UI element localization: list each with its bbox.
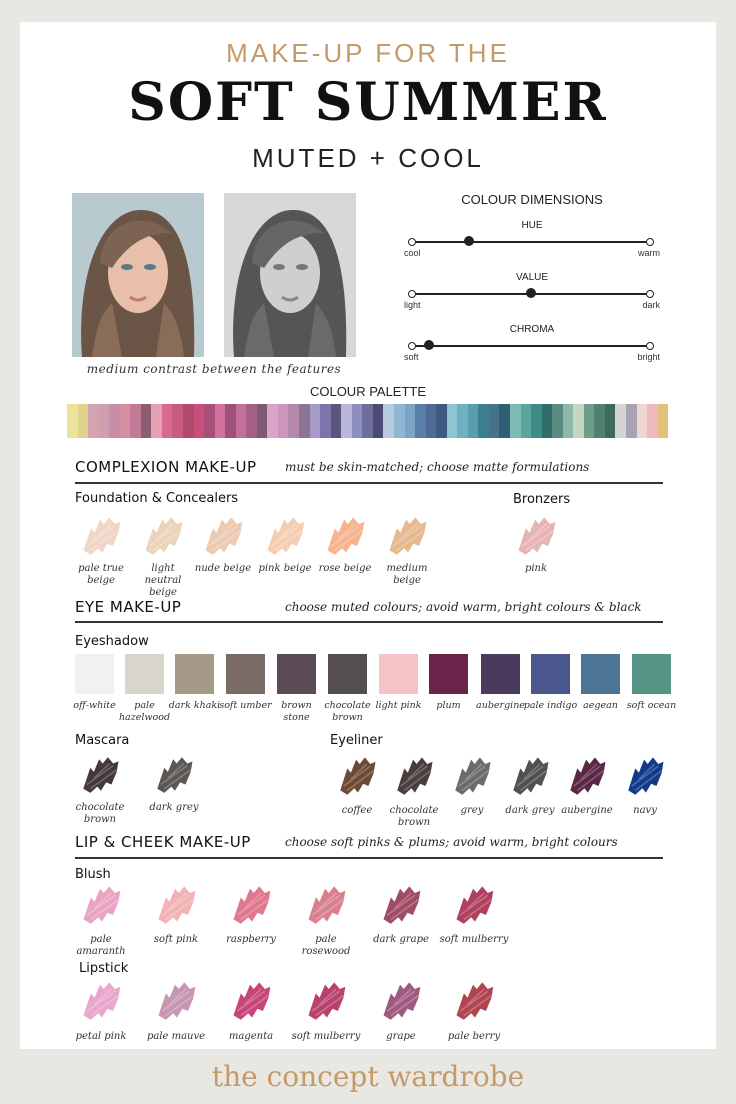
palette-swatch bbox=[542, 404, 553, 438]
scale-end-left bbox=[408, 290, 416, 298]
lipstick-label: soft mulberry bbox=[291, 1031, 361, 1042]
photo-caption: medium contrast between the features bbox=[86, 362, 342, 376]
eyeshadow-label: pale hazelwood bbox=[118, 700, 171, 723]
lipstick-label: pale mauve bbox=[146, 1031, 206, 1042]
foundation-swatch bbox=[140, 513, 186, 557]
palette-swatch bbox=[594, 404, 605, 438]
eyeshadow-label: chocolate brown bbox=[324, 700, 371, 723]
palette-swatch bbox=[341, 404, 352, 438]
palette-swatch bbox=[194, 404, 205, 438]
eyeshadow-label: aegean bbox=[583, 700, 618, 711]
eyeliner-label: chocolate brown bbox=[389, 805, 439, 828]
palette-swatch bbox=[225, 404, 236, 438]
eyeshadow-swatch bbox=[277, 654, 316, 694]
palette-swatch bbox=[584, 404, 595, 438]
page-title: SOFT SUMMER bbox=[128, 72, 608, 133]
palette-swatch bbox=[521, 404, 532, 438]
bronzers-label: pink bbox=[524, 563, 548, 574]
colour-palette-strip bbox=[67, 404, 669, 438]
blush-label: soft pink bbox=[153, 934, 199, 945]
bronzers-title: Bronzers bbox=[513, 492, 571, 507]
foundation-swatch bbox=[262, 513, 308, 557]
eyeshadow-swatch bbox=[175, 654, 214, 694]
blush-title: Blush bbox=[75, 867, 111, 882]
palette-swatch bbox=[67, 404, 78, 438]
foundation-swatch bbox=[322, 513, 368, 557]
eyeshadow-swatch bbox=[125, 654, 164, 694]
palette-swatch bbox=[499, 404, 510, 438]
eyeshadow-swatch bbox=[328, 654, 367, 694]
blush-swatch bbox=[451, 882, 497, 926]
eyeshadow-label: soft ocean bbox=[626, 700, 677, 711]
blush-label: dark grape bbox=[373, 934, 429, 945]
foundation-title: Foundation & Concealers bbox=[75, 491, 239, 506]
palette-swatch bbox=[352, 404, 363, 438]
scale-end-right bbox=[646, 290, 654, 298]
blush-swatch bbox=[228, 882, 274, 926]
palette-swatch bbox=[320, 404, 331, 438]
palette-swatch bbox=[373, 404, 384, 438]
palette-swatch bbox=[204, 404, 215, 438]
eyeshadow-label: pale indigo bbox=[523, 700, 578, 711]
eyeliner-label: grey bbox=[460, 805, 484, 816]
palette-swatch bbox=[489, 404, 500, 438]
palette-swatch bbox=[310, 404, 321, 438]
eyeshadow-label: brown stone bbox=[281, 700, 312, 723]
palette-swatch bbox=[278, 404, 289, 438]
eyeshadow-label: dark khaki bbox=[168, 700, 221, 711]
blush-label: pale rosewood bbox=[301, 934, 351, 957]
scale-line bbox=[412, 345, 650, 347]
palette-swatch bbox=[436, 404, 447, 438]
palette-swatch bbox=[141, 404, 152, 438]
complexion-section-title: COMPLEXION MAKE-UP bbox=[75, 458, 257, 476]
scale-right-label: warm bbox=[638, 248, 660, 258]
lipstick-swatch bbox=[153, 978, 199, 1022]
palette-swatch bbox=[130, 404, 141, 438]
eyeliner-label: navy bbox=[633, 805, 657, 816]
palette-swatch bbox=[394, 404, 405, 438]
palette-swatch bbox=[299, 404, 310, 438]
complexion-divider bbox=[75, 482, 663, 484]
eye-section-title: EYE MAKE-UP bbox=[75, 598, 182, 616]
foundation-swatch bbox=[384, 513, 430, 557]
palette-swatch bbox=[246, 404, 257, 438]
lipstick-label: magenta bbox=[228, 1031, 274, 1042]
eyeliner-swatch bbox=[450, 753, 494, 797]
blush-swatch bbox=[378, 882, 424, 926]
dimensions-title: COLOUR DIMENSIONS bbox=[461, 192, 603, 207]
palette-swatch bbox=[383, 404, 394, 438]
blush-swatch bbox=[303, 882, 349, 926]
palette-swatch bbox=[78, 404, 89, 438]
scale-name: VALUE bbox=[515, 272, 549, 283]
palette-swatch bbox=[626, 404, 637, 438]
foundation-label: light neutral beige bbox=[144, 563, 182, 598]
palette-swatch bbox=[563, 404, 574, 438]
eyeliner-swatch bbox=[623, 753, 667, 797]
foundation-label: rose beige bbox=[318, 563, 372, 574]
complexion-note: must be skin-matched; choose matte formulations bbox=[285, 460, 590, 474]
palette-swatch bbox=[183, 404, 194, 438]
scale-right-label: bright bbox=[637, 352, 660, 362]
mascara-swatch bbox=[78, 753, 122, 795]
pre-title: MAKE-UP FOR THE bbox=[226, 38, 510, 68]
palette-swatch bbox=[99, 404, 110, 438]
palette-swatch bbox=[552, 404, 563, 438]
page-card bbox=[20, 22, 716, 1049]
palette-swatch bbox=[615, 404, 626, 438]
scale-end-right bbox=[646, 342, 654, 350]
scale-marker bbox=[526, 288, 536, 298]
palette-swatch bbox=[109, 404, 120, 438]
palette-swatch bbox=[457, 404, 468, 438]
eyeshadow-label: off-white bbox=[73, 700, 116, 711]
scale-line bbox=[412, 241, 650, 243]
lipstick-label: grape bbox=[386, 1031, 416, 1042]
eyeshadow-swatch bbox=[75, 654, 114, 694]
scale-left-label: cool bbox=[404, 248, 421, 258]
grayscale-photo bbox=[224, 193, 356, 357]
eyeshadow-swatch bbox=[226, 654, 265, 694]
palette-swatch bbox=[658, 404, 669, 438]
eyeshadow-swatch bbox=[531, 654, 570, 694]
scale-marker bbox=[424, 340, 434, 350]
lip-note: choose soft pinks & plums; avoid warm, bright colours bbox=[285, 835, 618, 849]
palette-swatch bbox=[215, 404, 226, 438]
lipstick-swatch bbox=[228, 978, 274, 1022]
palette-swatch bbox=[637, 404, 648, 438]
mascara-label: dark grey bbox=[149, 802, 199, 813]
lipstick-label: petal pink bbox=[75, 1031, 127, 1042]
palette-swatch bbox=[468, 404, 479, 438]
palette-swatch bbox=[162, 404, 173, 438]
blush-label: raspberry bbox=[226, 934, 276, 945]
palette-swatch bbox=[405, 404, 416, 438]
palette-swatch bbox=[447, 404, 458, 438]
eyeliner-label: dark grey bbox=[505, 805, 555, 816]
palette-swatch bbox=[267, 404, 278, 438]
scale-name: HUE bbox=[521, 220, 543, 231]
eyeshadow-label: plum bbox=[436, 700, 461, 711]
scale-left-label: light bbox=[404, 300, 421, 310]
palette-swatch bbox=[236, 404, 247, 438]
palette-swatch bbox=[605, 404, 616, 438]
eyeshadow-label: soft umber bbox=[219, 700, 272, 711]
mascara-swatch bbox=[152, 753, 196, 795]
scale-end-left bbox=[408, 238, 416, 246]
eyeliner-swatch bbox=[392, 753, 436, 797]
palette-swatch bbox=[647, 404, 658, 438]
palette-swatch bbox=[478, 404, 489, 438]
brand-footer: the concept wardrobe bbox=[211, 1060, 525, 1093]
eye-note: choose muted colours; avoid warm, bright colours & black bbox=[285, 600, 642, 614]
palette-swatch bbox=[151, 404, 162, 438]
mascara-title: Mascara bbox=[75, 733, 130, 748]
lip-section-title: LIP & CHEEK MAKE-UP bbox=[75, 833, 251, 851]
eyeshadow-swatch bbox=[429, 654, 468, 694]
eyeliner-label: coffee bbox=[341, 805, 373, 816]
palette-title: COLOUR PALETTE bbox=[309, 384, 427, 399]
eyeliner-swatch bbox=[508, 753, 552, 797]
lipstick-title: Lipstick bbox=[79, 961, 129, 976]
eyeliner-swatch bbox=[565, 753, 609, 797]
lipstick-swatch bbox=[303, 978, 349, 1022]
eyeshadow-swatch bbox=[632, 654, 671, 694]
scale-end-right bbox=[646, 238, 654, 246]
palette-swatch bbox=[573, 404, 584, 438]
eyeliner-swatch bbox=[335, 753, 379, 797]
eyeshadow-title: Eyeshadow bbox=[75, 634, 149, 649]
blush-label: soft mulberry bbox=[439, 934, 509, 945]
palette-swatch bbox=[331, 404, 342, 438]
palette-swatch bbox=[257, 404, 268, 438]
foundation-swatch bbox=[78, 513, 124, 557]
eye-divider bbox=[75, 621, 663, 623]
lip-divider bbox=[75, 857, 663, 859]
blush-swatch bbox=[78, 882, 124, 926]
scale-left-label: soft bbox=[404, 352, 419, 362]
foundation-label: nude beige bbox=[194, 563, 252, 574]
palette-swatch bbox=[362, 404, 373, 438]
palette-swatch bbox=[288, 404, 299, 438]
blush-swatch bbox=[153, 882, 199, 926]
eyeshadow-label: light pink bbox=[375, 700, 422, 711]
page-subtitle: MUTED + COOL bbox=[252, 143, 484, 173]
lipstick-swatch bbox=[78, 978, 124, 1022]
palette-swatch bbox=[510, 404, 521, 438]
eyeshadow-swatch bbox=[581, 654, 620, 694]
eyeliner-label: aubergine bbox=[561, 805, 613, 816]
eyeliner-title: Eyeliner bbox=[330, 733, 383, 748]
lipstick-swatch bbox=[451, 978, 497, 1022]
palette-swatch bbox=[531, 404, 542, 438]
blush-label: pale amaranth bbox=[76, 934, 126, 957]
foundation-swatch bbox=[200, 513, 246, 557]
scale-right-label: dark bbox=[642, 300, 660, 310]
color-photo bbox=[72, 193, 204, 357]
foundation-label: medium beige bbox=[386, 563, 428, 586]
palette-swatch bbox=[88, 404, 99, 438]
palette-swatch bbox=[426, 404, 437, 438]
palette-swatch bbox=[415, 404, 426, 438]
eyeshadow-label: aubergine bbox=[476, 700, 525, 711]
eyeshadow-swatch bbox=[481, 654, 520, 694]
eyeshadow-swatch bbox=[379, 654, 418, 694]
palette-swatch bbox=[120, 404, 131, 438]
lipstick-label: pale berry bbox=[447, 1031, 501, 1042]
foundation-label: pink beige bbox=[258, 563, 312, 574]
palette-swatch bbox=[172, 404, 183, 438]
mascara-label: chocolate brown bbox=[75, 802, 125, 825]
foundation-label: pale true beige bbox=[78, 563, 124, 586]
lipstick-swatch bbox=[378, 978, 424, 1022]
bronzers-swatch bbox=[513, 513, 559, 557]
scale-end-left bbox=[408, 342, 416, 350]
scale-name: CHROMA bbox=[509, 324, 555, 335]
